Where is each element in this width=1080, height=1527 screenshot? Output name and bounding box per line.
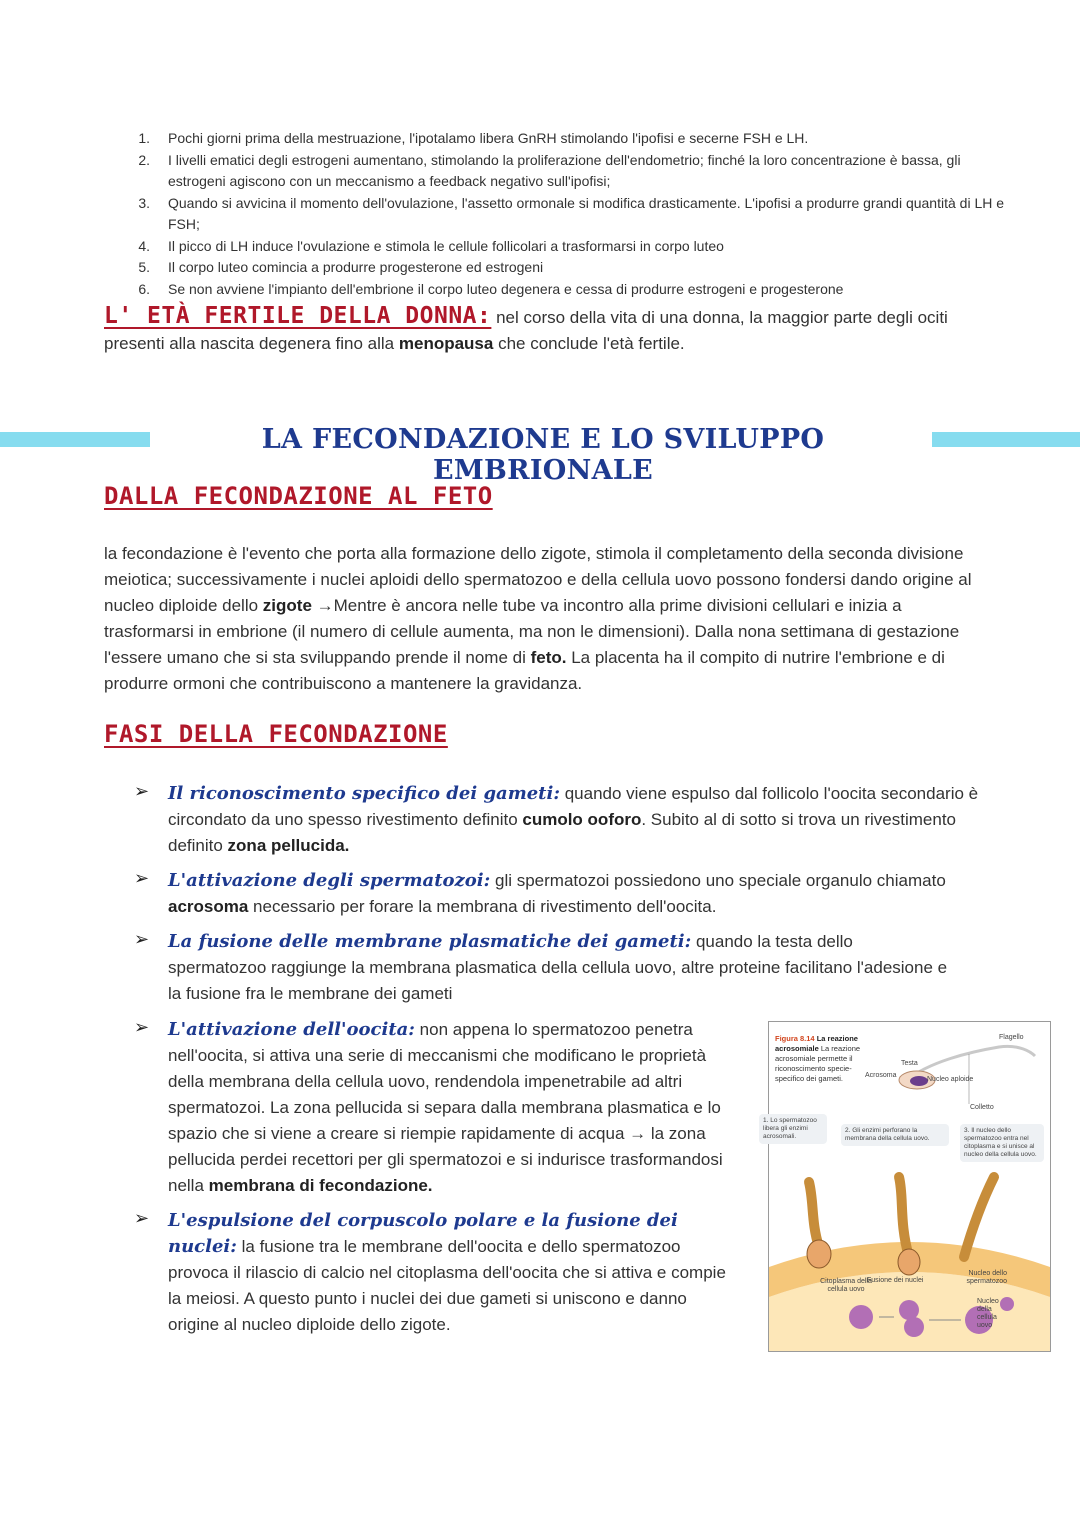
item-text: Pochi giorni prima della mestruazione, l'ipotalamo libera GnRH stimolando l'ipofisi e secerne FSH e LH. — [168, 130, 809, 146]
item-number: 2. — [138, 151, 150, 168]
item-text: Il picco di LH induce l'ovulazione e stimola le cellule follicolari a trasformarsi in corpo luteo — [168, 237, 724, 254]
phase-bold: zona pellucida. — [227, 836, 350, 855]
hormone-steps-list — [130, 128, 1010, 300]
phase-item — [134, 1017, 738, 1199]
arrow-bullet-icon: ➢ — [134, 781, 150, 801]
label-citoplasma: Citoplasma della cellula uovo — [820, 1278, 872, 1293]
item-number: 1. — [138, 130, 150, 146]
phase-title: L'espulsione del corpuscolo polare e la fusione dei nuclei: — [168, 1210, 678, 1257]
fertile-age-heading: L' ETÀ FERTILE DELLA DONNA: — [104, 303, 492, 329]
phase-text: quando la testa dello spermatozoo raggiunge la membrana plasmatica della cellula uovo, altre proteine facilitano l'adesione e la fusione fra le membrane dei gameti — [168, 932, 948, 1003]
fasi-heading: FASI DELLA FECONDAZIONE — [104, 720, 448, 748]
step2-bubble: 2. Gli enzimi perforano la membrana della cellula uovo. — [841, 1124, 949, 1146]
label-nucleo-uovo: Nucleo della cellula uovo — [977, 1298, 999, 1329]
phase-title: L'attivazione degli spermatozoi: — [168, 870, 491, 891]
label-nucleo-spermatozoo: Nucleo dello spermatozoo — [966, 1270, 1007, 1285]
item-text: Il corpo luteo comincia a produrre progesterone ed estrogeni — [168, 259, 544, 275]
fertile-bold: menopausa — [398, 334, 494, 353]
phase-text: . Subito al di sotto si trova un rivestimento definito — [168, 810, 957, 855]
list-item — [130, 193, 1010, 236]
step3-bubble: 3. Il nucleo dello spermatozoo entra nel citoplasma e si unisce al nucleo della cellula uovo. — [960, 1124, 1044, 1162]
list-item — [130, 128, 1010, 150]
item-text: Quando si avvicina il momento dell'ovulazione, l'assetto ormonale si modifica drasticamente. L'ipofisi a produrre grandi quantità di LH e FSH; — [168, 194, 1005, 232]
label-acrosoma: Acrosoma — [865, 1072, 897, 1079]
phase-text: la fusione tra le membrane dell'oocita e dello spermatozoo provoca il rilascio di calcio nel citoplasma dell'oocita che si attiva e compie la meiosi. A questo punto i nuclei dei due gameti si uniscono e danno origine al nucleo diploide dello zigote. — [168, 1237, 726, 1334]
phase-bold: cumolo ooforo — [522, 810, 642, 829]
phase-title: La fusione delle membrane plasmatiche dei gameti: — [168, 931, 692, 952]
list-item — [130, 279, 1010, 301]
arrow-bullet-icon: ➢ — [134, 1017, 150, 1037]
dalla-text-1: la fecondazione è l'evento che porta alla formazione dello zigote, stimola il completamento della seconda divisione meiotica; successivamente i nuclei aploidi dello spermatozoo e della cellula uovo possono fondersi dando origine al nucleo diploide dello — [104, 544, 972, 615]
phase-text: gli spermatozoi possiedono uno speciale organulo chiamato — [490, 871, 946, 890]
figure-caption-text: La reazione acrosomiale permette il riconoscimento specie-specifico dei gameti. — [775, 1044, 861, 1083]
phase-item — [134, 868, 988, 920]
item-number: 4. — [138, 237, 150, 254]
label-nucleo-aploide: Nucleo aploide — [927, 1076, 974, 1083]
acrosomal-reaction-figure — [763, 1021, 1051, 1352]
item-text: Se non avviene l'impianto dell'embrione il corpo luteo degenera e cessa di produrre estrogeni e progesterone — [168, 280, 844, 297]
phase-text: non appena lo spermatozoo penetra nell'oocita, si attiva una serie di meccanismi che modificano le proprietà della membrana della cellula uovo, rendendola impenetrabile ad altri spermatozoi. La zona pellucida si separa dalla membrana plasmatica e lo spazio che si viene a creare si riempie rapidamente di acqua → la zona pellucida perdei recettori per gli spermatozoi e si indurisce trasformandosi nella — [168, 1020, 723, 1195]
phase-bold: membrana di fecondazione. — [208, 1176, 433, 1195]
list-item — [130, 257, 1010, 279]
phase-bold: acrosoma — [168, 897, 249, 916]
arrow-bullet-icon: ➢ — [134, 929, 150, 949]
arrow-bullet-icon: ➢ — [134, 868, 150, 888]
fertile-text-after: che conclude l'età fertile. — [493, 334, 685, 353]
phase-title: L'attivazione dell'oocita: — [168, 1019, 415, 1040]
item-text: I livelli ematici degli estrogeni aumentano, stimolando la proliferazione dell'endometrio; finché la loro concentrazione è bassa, gli estrogeni agiscono con un meccanismo a feedback negativo sull'ipofisi; — [168, 151, 961, 189]
fertile-text-before: nel corso della vita di una donna, la maggior parte degli ociti presenti alla nascita degenera fino alla — [104, 308, 948, 353]
label-flagello: Flagello — [999, 1034, 1024, 1041]
phase-item — [134, 929, 948, 1007]
list-item — [130, 236, 1010, 258]
item-number: 3. — [138, 194, 150, 211]
step1-bubble: 1. Lo spermatozoo libera gli enzimi acrosomali. — [759, 1114, 827, 1144]
section-banner — [0, 424, 1080, 486]
phase-text: necessario per forare la membrana di rivestimento dell'oocita. — [248, 897, 717, 916]
dalla-text-2: →Mentre è ancora nelle tube va incontro alla prime divisioni cellulari e inizia a trasformarsi in embrione (il numero di cellule aumenta, ma non le dimensioni). Dalla nona settimana di gestazione l'essere umano che si sta sviluppando prende il nome di — [104, 596, 960, 667]
figure-number: Figura 8.14 — [775, 1034, 815, 1043]
list-item — [130, 150, 1010, 193]
phase-item — [134, 1208, 738, 1338]
dalla-heading: DALLA FECONDAZIONE AL FETO — [104, 482, 493, 510]
banner-bar-right — [932, 432, 1080, 447]
phase-item — [134, 781, 988, 859]
dalla-bold-2: feto. — [530, 648, 567, 667]
label-testa: Testa — [901, 1060, 918, 1067]
phase-text: quando viene espulso dal follicolo l'oocita secondario è circondato da uno spesso rivestimento definito — [168, 784, 979, 829]
arrow-bullet-icon: ➢ — [134, 1208, 150, 1228]
phase-title: Il riconoscimento specifico dei gameti: — [168, 783, 560, 804]
dalla-paragraph — [104, 541, 984, 697]
label-fusione: Fusione dei nuclei — [867, 1277, 924, 1284]
label-colletto: Colletto — [970, 1104, 994, 1111]
sperm-diagram-icon — [769, 1022, 1050, 1351]
banner-bar-left — [0, 432, 150, 447]
item-number: 5. — [138, 259, 150, 275]
section-title: LA FECONDAZIONE E LO SVILUPPO EMBRIONALE — [261, 424, 825, 486]
item-number: 6. — [138, 280, 150, 297]
figure-caption-title: La reazione acrosomiale — [775, 1034, 858, 1053]
fertile-age-paragraph — [104, 303, 984, 357]
dalla-bold-1: zigote — [262, 596, 312, 615]
dalla-text-3: La placenta ha il compito di nutrire l'embrione e di produrre ormoni che contribuiscono a mantenere la gravidanza. — [104, 648, 945, 693]
